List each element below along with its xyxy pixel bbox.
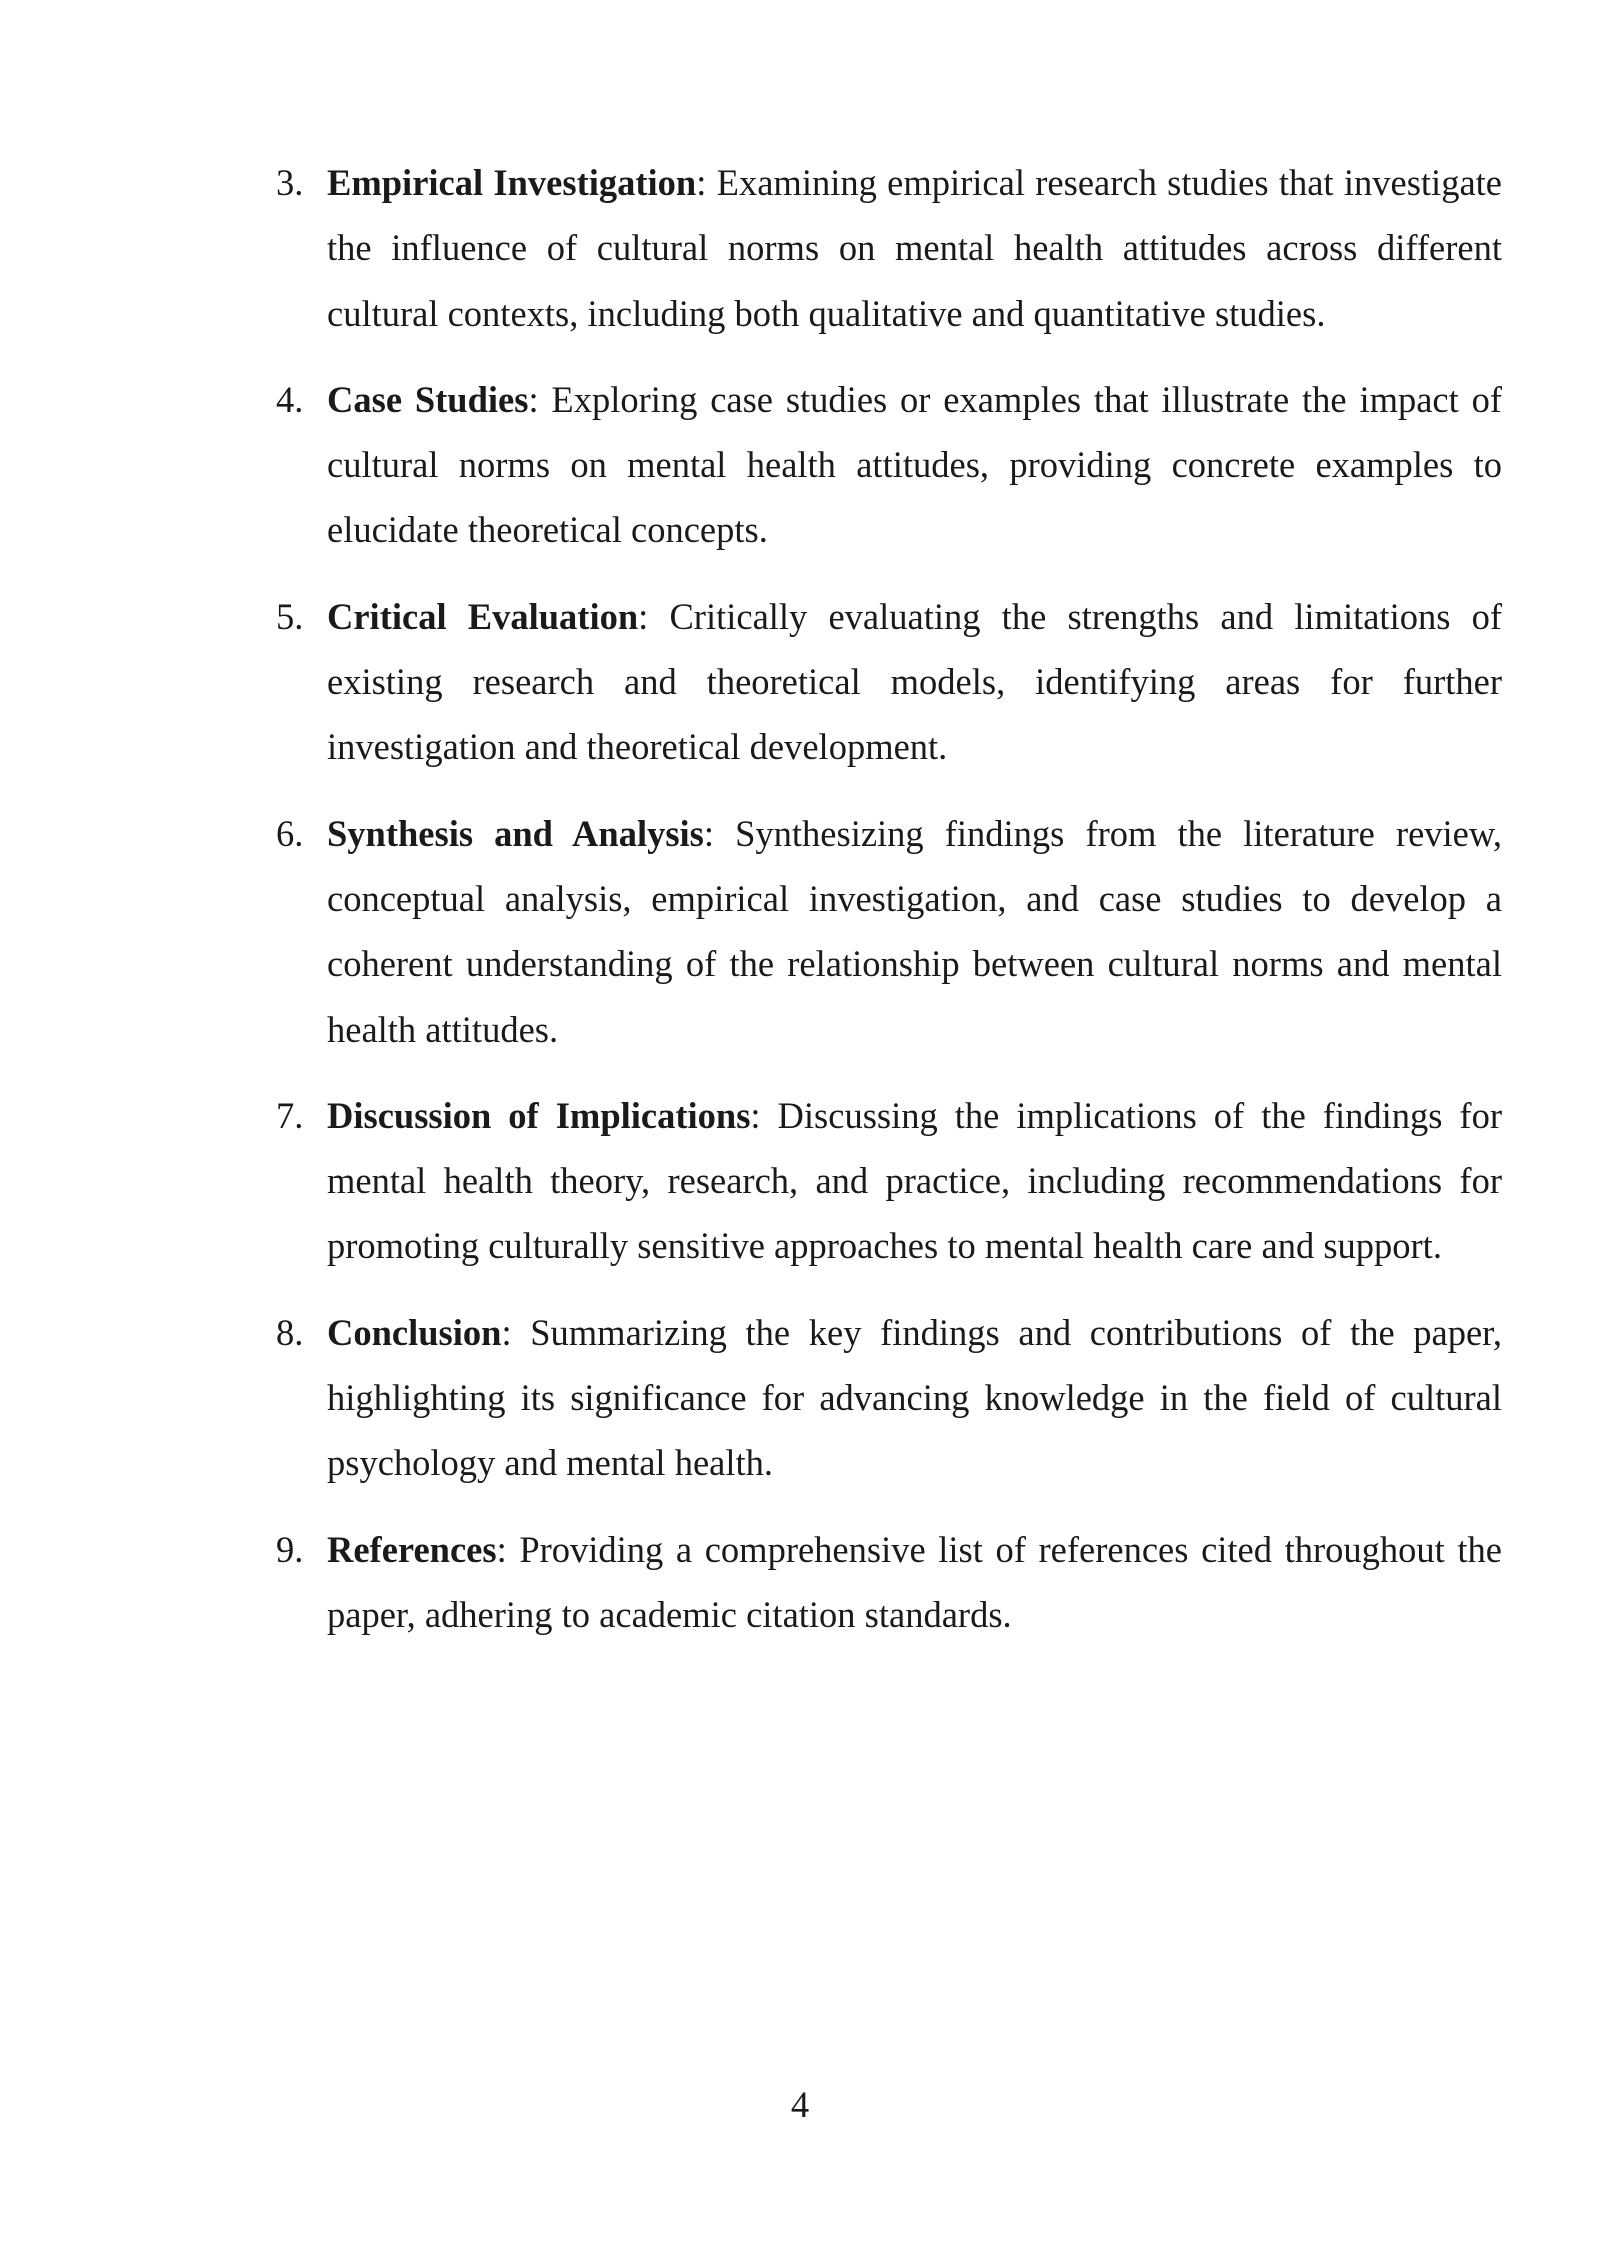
item-term: Case Studies	[327, 378, 529, 420]
item-text: : Exploring case studies or examples that illustrate the impact of cultural norms on mental health attitudes, providing concrete examples to elucidate theoretical concepts.	[327, 378, 1502, 551]
numbered-list	[270, 150, 1502, 1668]
item-text: : Synthesizing findings from the literature review, conceptual analysis, empirical investigation, and case studies to develop a coherent understanding of the relationship between cultural norms and mental health attitudes.	[327, 812, 1502, 1050]
list-item	[270, 1083, 1502, 1279]
item-text: : Critically evaluating the strengths and limitations of existing research and theoretical models, identifying areas for further investigation and theoretical development.	[327, 595, 1502, 768]
item-number: 3.	[276, 162, 304, 203]
item-text: : Providing a comprehensive list of references cited throughout the paper, adhering to academic citation standards.	[327, 1528, 1502, 1635]
page-number: 4	[790, 2084, 810, 2125]
item-term: Critical Evaluation	[327, 595, 639, 637]
item-term: References	[327, 1528, 497, 1570]
item-term: Empirical Investigation	[327, 162, 697, 203]
item-number: 5.	[276, 595, 304, 637]
list-item	[270, 1517, 1502, 1648]
item-term: Synthesis and Analysis	[327, 812, 704, 854]
item-term: Discussion of Implications	[327, 1094, 751, 1136]
list-item	[270, 367, 1502, 563]
item-text: : Discussing the implications of the findings for mental health theory, research, and practice, including recommendations for promoting culturally sensitive approaches to mental health care and support.	[327, 1094, 1502, 1267]
item-number: 7.	[276, 1094, 304, 1136]
item-term: Conclusion	[327, 1311, 502, 1353]
list-item	[270, 150, 1502, 346]
item-number: 8.	[276, 1311, 304, 1353]
list-item	[270, 801, 1502, 1062]
item-number: 4.	[276, 378, 304, 420]
item-text: : Summarizing the key findings and contributions of the paper, highlighting its significance for advancing knowledge in the field of cultural psychology and mental health.	[327, 1311, 1502, 1484]
item-number: 6.	[276, 812, 304, 854]
item-number: 9.	[276, 1528, 304, 1570]
item-text: : Examining empirical research studies that investigate the influence of cultural norms on mental health attitudes across different cultural contexts, including both qualitative and quantitative studies.	[327, 162, 1502, 334]
list-item	[270, 1300, 1502, 1496]
list-item	[270, 584, 1502, 780]
